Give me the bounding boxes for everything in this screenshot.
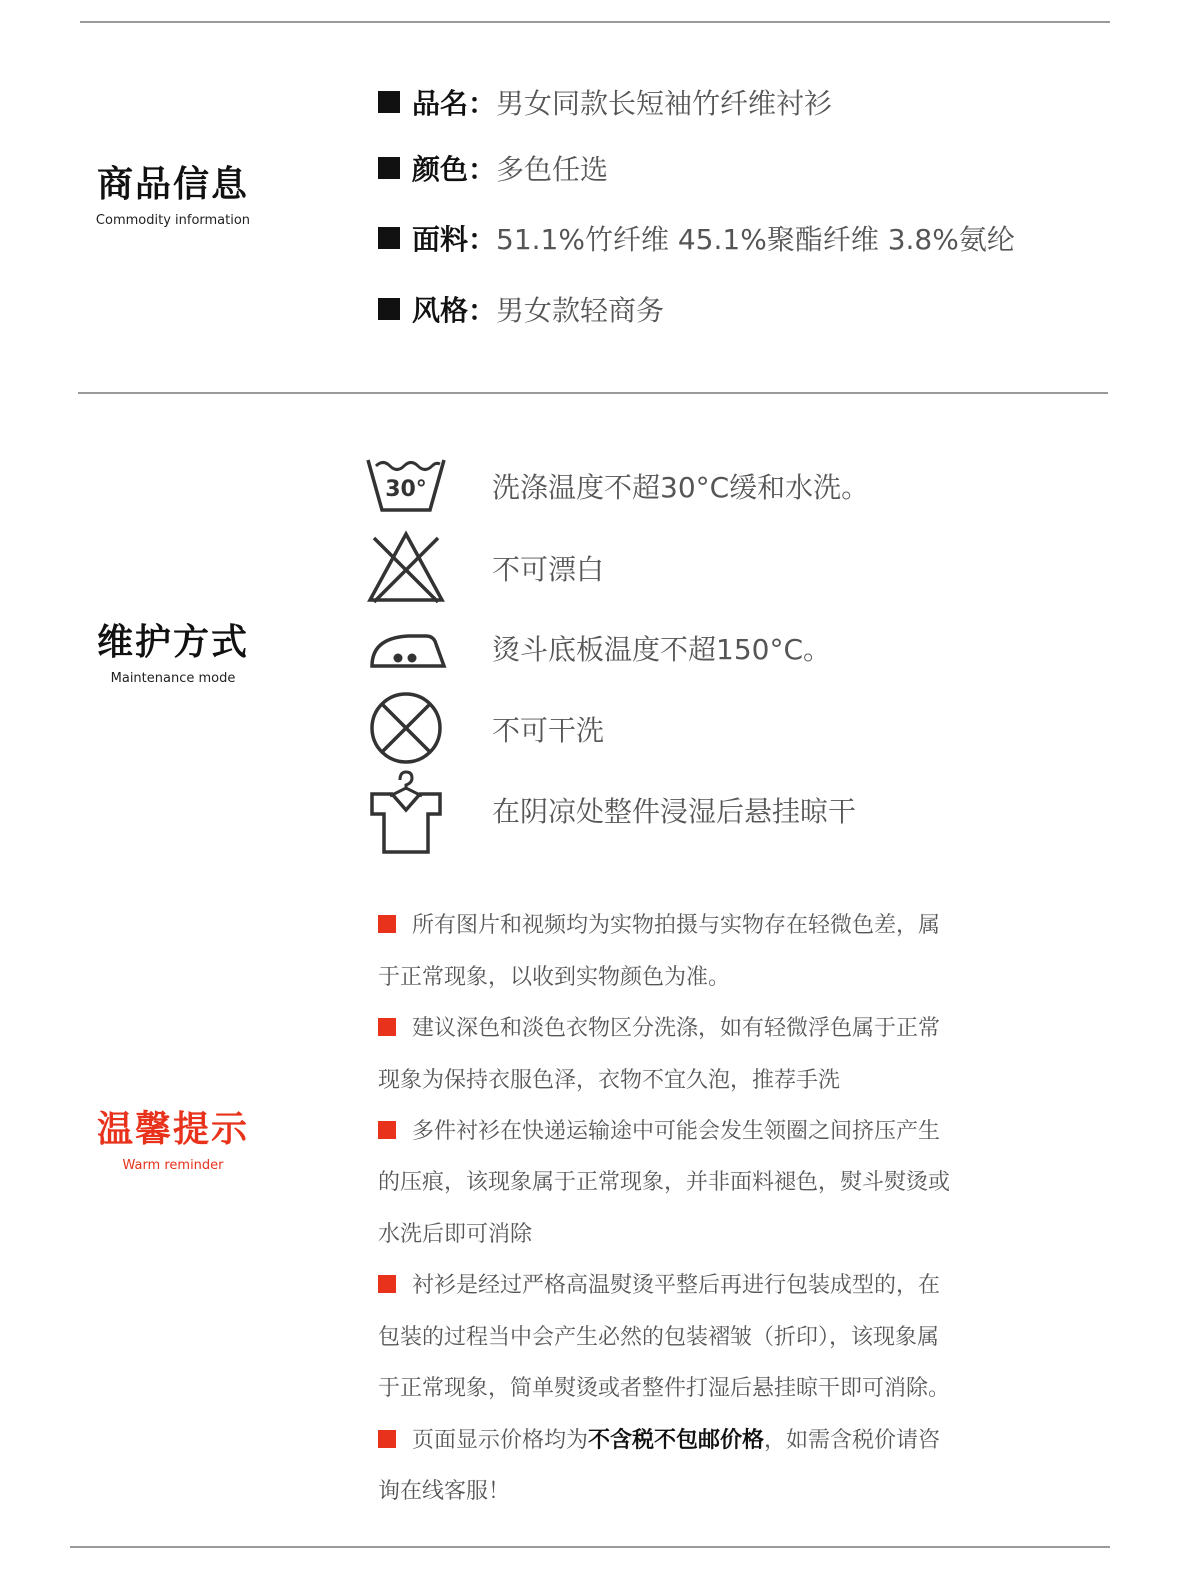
reminder-text: 现象为保持衣服色泽，衣物不宜久泡，推荐手洗 — [378, 1068, 841, 1093]
reminder-item-1 — [378, 910, 940, 942]
no-bleach-icon — [364, 530, 448, 606]
reminder-item-5 — [378, 1425, 940, 1457]
reminder-text: 的压痕，该现象属于正常现象，并非面料褪色，熨斗熨烫或 — [378, 1170, 951, 1195]
care-text-iron: 烫斗底板温度不超150°C。 — [492, 633, 831, 666]
info-label: 品名： — [412, 87, 497, 120]
reminder-item-3-cont — [378, 1167, 950, 1199]
reminder-item-2 — [378, 1013, 940, 1045]
reminder-section-heading — [58, 1108, 288, 1173]
reminder-text: 于正常现象，简单熨烫或者整件打湿后悬挂晾干即可消除。 — [378, 1376, 951, 1401]
middle-divider — [78, 392, 1108, 394]
product-section-subtitle: Commodity information — [95, 213, 251, 228]
product-section-title: 商品信息 — [96, 164, 249, 205]
reminder-emphasis: 不含税不包邮价格 — [588, 1428, 765, 1453]
reminder-text: 多件衬衫在快递运输途中可能会发生领圈之间挤压产生 — [412, 1119, 941, 1144]
red-bullet-icon — [378, 1121, 396, 1139]
info-value: 51.1%竹纤维 45.1%聚酯纤维 3.8%氨纶 — [496, 223, 1015, 256]
bullet-square-icon — [378, 298, 400, 320]
red-bullet-icon — [378, 915, 396, 933]
bullet-square-icon — [378, 157, 400, 179]
bullet-square-icon — [378, 91, 400, 113]
care-text-hang-dry: 在阴凉处整件浸湿后悬挂晾干 — [492, 795, 857, 828]
wash-temp-label: 30° — [385, 477, 427, 502]
reminder-item-5-cont — [378, 1476, 510, 1508]
reminder-section-title: 温馨提示 — [96, 1109, 249, 1150]
red-bullet-icon — [378, 1430, 396, 1448]
reminder-text: 页面显示价格均为 — [412, 1428, 589, 1453]
bottom-divider — [70, 1546, 1110, 1548]
care-section-subtitle: Maintenance mode — [110, 671, 236, 686]
care-section-title: 维护方式 — [96, 622, 249, 663]
reminder-text: 建议深色和淡色衣物区分洗涤，如有轻微浮色属于正常 — [412, 1016, 941, 1041]
care-text-dry-clean: 不可干洗 — [492, 714, 605, 747]
top-divider — [80, 21, 1110, 23]
care-text-wash: 洗涤温度不超30°C缓和水洗。 — [492, 471, 870, 504]
reminder-text: 衬衫是经过严格高温熨烫平整后再进行包装成型的，在 — [412, 1273, 941, 1298]
reminder-item-3 — [378, 1116, 940, 1148]
reminder-item-2-cont — [378, 1065, 840, 1097]
info-value: 男女同款长短袖竹纤维衬衫 — [496, 87, 833, 120]
reminder-item-4 — [378, 1270, 940, 1302]
info-row-fabric — [378, 218, 1015, 258]
reminder-item-4-cont — [378, 1322, 939, 1354]
reminder-item-1-cont — [378, 962, 730, 994]
info-label: 面料： — [412, 223, 497, 256]
reminder-section-subtitle: Warm reminder — [122, 1158, 224, 1173]
info-row-color — [378, 148, 608, 188]
product-section-heading — [58, 163, 288, 228]
reminder-text: 于正常现象，以收到实物颜色为准。 — [378, 965, 731, 990]
red-bullet-icon — [378, 1018, 396, 1036]
reminder-text: 水洗后即可消除 — [378, 1222, 533, 1247]
info-label: 风格： — [412, 294, 497, 327]
reminder-text: 包装的过程当中会产生必然的包装褶皱（折印），该现象属 — [378, 1325, 940, 1350]
reminder-text: 所有图片和视频均为实物拍摄与实物存在轻微色差，属 — [412, 913, 941, 938]
red-bullet-icon — [378, 1275, 396, 1293]
hang-dry-icon — [364, 770, 448, 856]
reminder-text: 询在线客服！ — [378, 1479, 511, 1504]
reminder-text: ，如需含税价请咨 — [764, 1428, 941, 1453]
reminder-item-4-cont2 — [378, 1373, 950, 1405]
no-dry-clean-icon — [364, 690, 448, 766]
info-value: 男女款轻商务 — [496, 294, 665, 327]
wash-30-icon — [364, 452, 448, 528]
bullet-square-icon — [378, 227, 400, 249]
care-text-bleach: 不可漂白 — [492, 553, 605, 586]
info-label: 颜色： — [412, 153, 497, 186]
info-row-style — [378, 289, 664, 329]
info-row-name — [378, 82, 832, 122]
care-section-heading — [58, 621, 288, 686]
info-value: 多色任选 — [496, 153, 609, 186]
reminder-item-3-cont2 — [378, 1219, 532, 1251]
iron-icon — [364, 612, 448, 688]
